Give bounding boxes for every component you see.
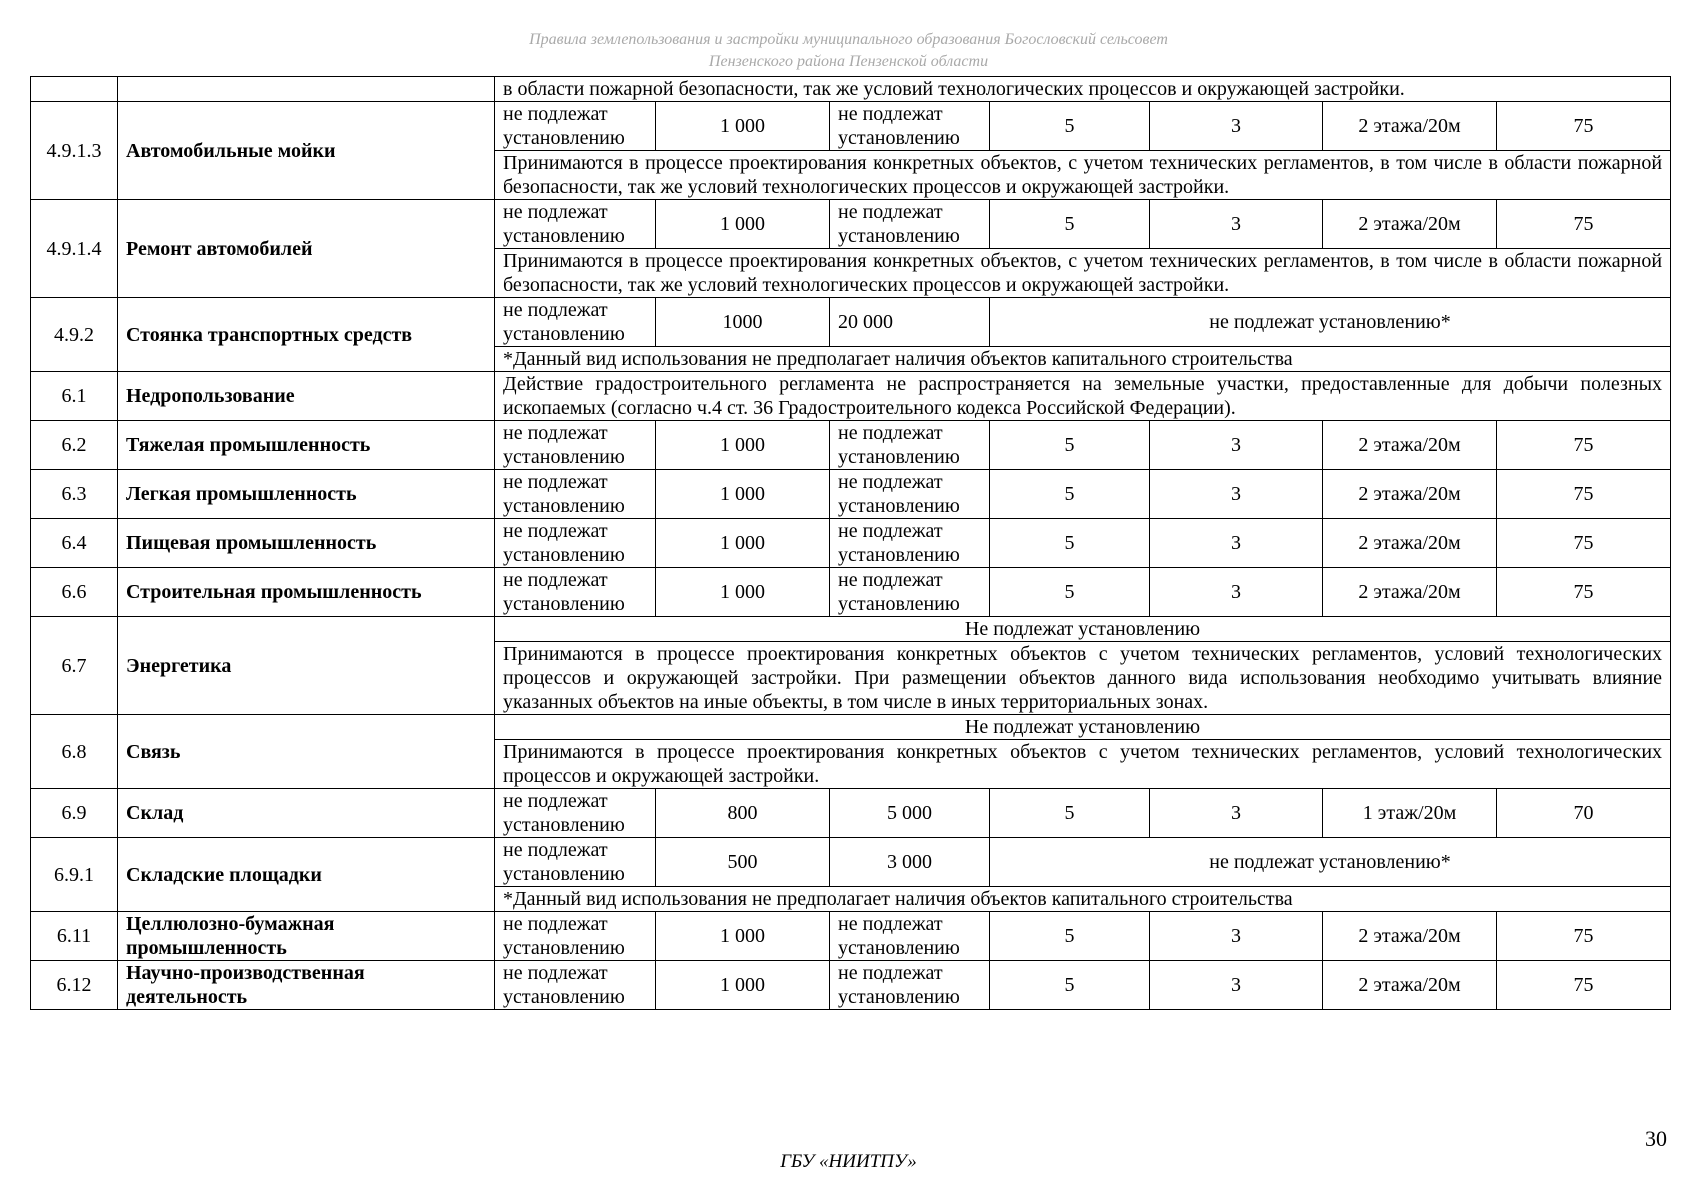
name-cell: Стоянка транспортных средств: [118, 298, 495, 372]
value-cell: не подлежат установлению: [495, 470, 656, 519]
value-cell: не подлежат установлению: [830, 568, 990, 617]
value-cell: 2 этажа/20м: [1323, 102, 1497, 151]
value-cell: 75: [1497, 102, 1671, 151]
code-cell: 6.3: [31, 470, 118, 519]
name-cell: Научно-производственная деятельность: [118, 961, 495, 1010]
not-set-cell: Не подлежат установлению: [495, 617, 1671, 642]
note-cell: *Данный вид использования не предполагает наличия объектов капитального строительства: [495, 347, 1671, 372]
table-row: [31, 617, 1671, 642]
value-cell: 1 000: [656, 421, 830, 470]
note-cell: Принимаются в процессе проектирования конкретных объектов с учетом технических регламентов, условий технологических процессов и окружающей застройки.: [495, 740, 1671, 789]
value-cell: 3: [1150, 470, 1323, 519]
value-cell: 5: [990, 568, 1150, 617]
value-cell: 500: [656, 838, 830, 887]
value-cell: 75: [1497, 470, 1671, 519]
value-cell: 20 000: [830, 298, 990, 347]
value-cell: 5: [990, 912, 1150, 961]
value-cell: 1000: [656, 298, 830, 347]
value-cell: 2 этажа/20м: [1323, 912, 1497, 961]
not-set-cell: Не подлежат установлению: [495, 715, 1671, 740]
value-cell: 3: [1150, 421, 1323, 470]
name-cell: Энергетика: [118, 617, 495, 715]
value-cell: 2 этажа/20м: [1323, 519, 1497, 568]
table-row: [31, 519, 1671, 568]
name-cell: Автомобильные мойки: [118, 102, 495, 200]
code-cell: 6.2: [31, 421, 118, 470]
value-cell: 1 000: [656, 568, 830, 617]
page-number: 30: [1645, 1126, 1667, 1151]
value-cell: 3: [1150, 519, 1323, 568]
value-cell: не подлежат установлению: [830, 200, 990, 249]
value-cell: 75: [1497, 519, 1671, 568]
table-row: [31, 102, 1671, 151]
note-cell: Действие градостроительного регламента не распространяется на земельные участки, предоставленные для добычи полезных ископаемых (согласно ч.4 ст. 36 Градостроительного кодекса Российской Федерации).: [495, 372, 1671, 421]
value-cell: не подлежат установлению: [495, 519, 656, 568]
name-cell: Строительная промышленность: [118, 568, 495, 617]
note-cell: Принимаются в процессе проектирования конкретных объектов, с учетом технических регламентов, в том числе в области пожарной безопасности, так же условий технологических процессов и окружающей застройки.: [495, 249, 1671, 298]
value-cell: не подлежат установлению: [495, 102, 656, 151]
name-cell: Ремонт автомобилей: [118, 200, 495, 298]
value-cell: 5: [990, 789, 1150, 838]
code-cell: 6.4: [31, 519, 118, 568]
running-header-line-1: Правила землепользования и застройки муниципального образования Богословский сельсовет: [529, 31, 1168, 48]
value-cell: не подлежат установлению: [495, 200, 656, 249]
table-row: [31, 298, 1671, 347]
value-cell: 2 этажа/20м: [1323, 421, 1497, 470]
value-cell: не подлежат установлению: [495, 912, 656, 961]
value-cell: 3: [1150, 200, 1323, 249]
table-row: [31, 912, 1671, 961]
value-cell: 1 000: [656, 519, 830, 568]
name-cell: Целлюлозно-бумажная промышленность: [118, 912, 495, 961]
value-cell: 1 000: [656, 961, 830, 1010]
value-cell: 5: [990, 470, 1150, 519]
code-cell: 6.11: [31, 912, 118, 961]
value-cell: не подлежат установлению: [830, 519, 990, 568]
name-cell: Складские площадки: [118, 838, 495, 912]
value-cell: 75: [1497, 961, 1671, 1010]
code-cell: 6.7: [31, 617, 118, 715]
value-cell: 5: [990, 519, 1150, 568]
value-cell: 3: [1150, 102, 1323, 151]
table-row: [31, 789, 1671, 838]
code-cell: 4.9.1.3: [31, 102, 118, 200]
name-cell: Недропользование: [118, 372, 495, 421]
note-cell: в области пожарной безопасности, так же условий технологических процессов и окружающей застройки.: [495, 77, 1671, 102]
table-row: [31, 77, 1671, 102]
table-row: [31, 470, 1671, 519]
value-cell: 1 000: [656, 200, 830, 249]
code-cell: 4.9.2: [31, 298, 118, 372]
value-cell: не подлежат установлению: [830, 421, 990, 470]
value-cell: 5: [990, 102, 1150, 151]
code-cell: 6.8: [31, 715, 118, 789]
value-cell: 2 этажа/20м: [1323, 470, 1497, 519]
not-set-cell: не подлежат установлению*: [990, 298, 1671, 347]
value-cell: 1 этаж/20м: [1323, 789, 1497, 838]
not-set-cell: не подлежат установлению*: [990, 838, 1671, 887]
running-header-line-2: Пензенского района Пензенской области: [708, 53, 989, 70]
code-cell: 4.9.1.4: [31, 200, 118, 298]
value-cell: не подлежат установлению: [495, 961, 656, 1010]
value-cell: не подлежат установлению: [495, 568, 656, 617]
value-cell: 75: [1497, 421, 1671, 470]
name-cell: Склад: [118, 789, 495, 838]
name-cell: Связь: [118, 715, 495, 789]
name-cell: Пищевая промышленность: [118, 519, 495, 568]
value-cell: не подлежат установлению: [495, 421, 656, 470]
value-cell: 5 000: [830, 789, 990, 838]
value-cell: 2 этажа/20м: [1323, 200, 1497, 249]
table-row: [31, 715, 1671, 740]
value-cell: 800: [656, 789, 830, 838]
value-cell: 75: [1497, 568, 1671, 617]
name-cell: Легкая промышленность: [118, 470, 495, 519]
value-cell: не подлежат установлению: [495, 789, 656, 838]
value-cell: 3: [1150, 912, 1323, 961]
value-cell: 1 000: [656, 102, 830, 151]
table-row: [31, 838, 1671, 887]
page-footer: ГБУ «НИИТПУ»: [780, 1151, 917, 1172]
table-row: [31, 372, 1671, 421]
value-cell: не подлежат установлению: [830, 470, 990, 519]
code-cell: 6.1: [31, 372, 118, 421]
table-row: [31, 961, 1671, 1010]
value-cell: не подлежат установлению: [495, 838, 656, 887]
value-cell: не подлежат установлению: [830, 102, 990, 151]
note-cell: Принимаются в процессе проектирования конкретных объектов с учетом технических регламентов, условий технологических процессов и окружающей застройки. При размещении объектов данного вида использования необходимо учитывать влияние указанных объектов на иные объекты, в том числе в иных территориальных зонах.: [495, 642, 1671, 715]
value-cell: 1 000: [656, 470, 830, 519]
value-cell: 75: [1497, 912, 1671, 961]
table-row: [31, 568, 1671, 617]
regulation-table: [30, 76, 1671, 1010]
note-cell: *Данный вид использования не предполагает наличия объектов капитального строительства: [495, 887, 1671, 912]
code-cell: 6.9.1: [31, 838, 118, 912]
value-cell: 5: [990, 421, 1150, 470]
value-cell: 5: [990, 961, 1150, 1010]
value-cell: 3: [1150, 789, 1323, 838]
value-cell: не подлежат установлению: [830, 912, 990, 961]
value-cell: 75: [1497, 200, 1671, 249]
value-cell: не подлежат установлению: [495, 298, 656, 347]
value-cell: 3: [1150, 568, 1323, 617]
value-cell: 2 этажа/20м: [1323, 961, 1497, 1010]
value-cell: 70: [1497, 789, 1671, 838]
code-cell: 6.12: [31, 961, 118, 1010]
value-cell: 1 000: [656, 912, 830, 961]
note-cell: Принимаются в процессе проектирования конкретных объектов, с учетом технических регламентов, в том числе в области пожарной безопасности, так же условий технологических процессов и окружающей застройки.: [495, 151, 1671, 200]
name-cell: [118, 77, 495, 102]
value-cell: не подлежат установлению: [830, 961, 990, 1010]
value-cell: 3 000: [830, 838, 990, 887]
name-cell: Тяжелая промышленность: [118, 421, 495, 470]
table-row: [31, 421, 1671, 470]
value-cell: 5: [990, 200, 1150, 249]
code-cell: [31, 77, 118, 102]
code-cell: 6.9: [31, 789, 118, 838]
code-cell: 6.6: [31, 568, 118, 617]
value-cell: 2 этажа/20м: [1323, 568, 1497, 617]
value-cell: 3: [1150, 961, 1323, 1010]
table-row: [31, 200, 1671, 249]
